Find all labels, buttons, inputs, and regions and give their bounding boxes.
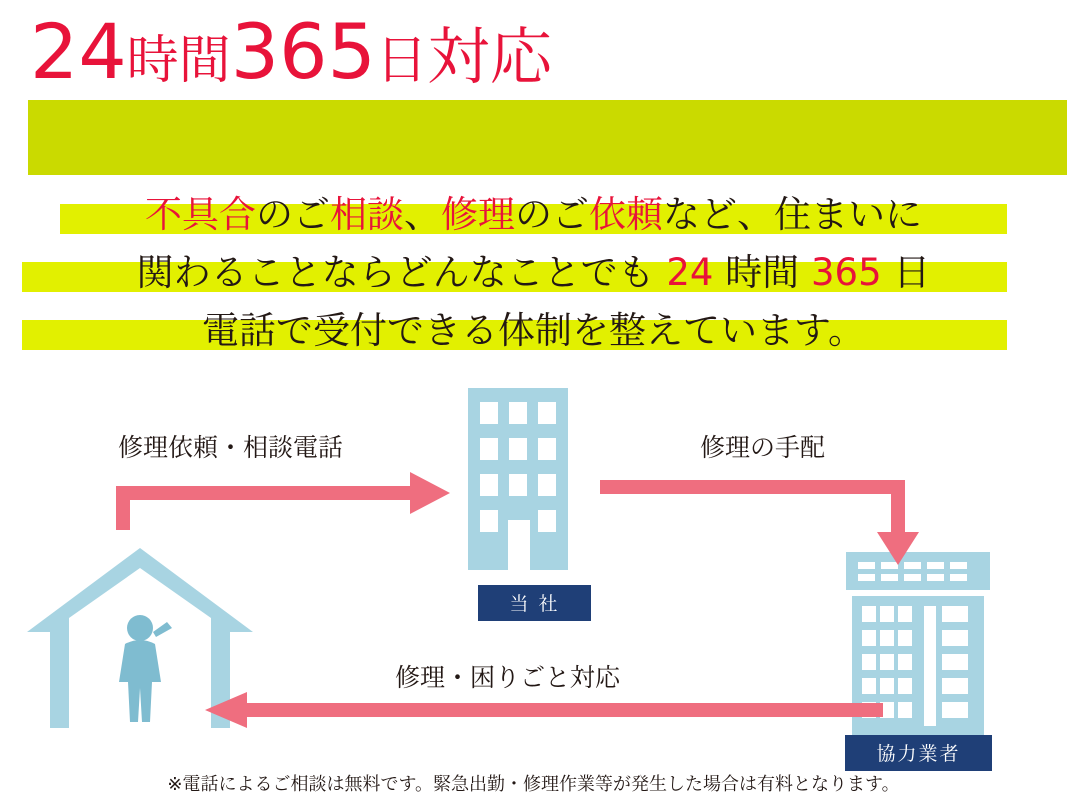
- lead-2-c: 時間: [713, 251, 811, 294]
- footnote: ※電話によるご相談は無料です。緊急出勤・修理作業等が発生した場合は有料となります。: [167, 774, 900, 795]
- lead-line-2: [0, 244, 1067, 302]
- lead-1-b: のご: [256, 193, 330, 236]
- title-jikan: 時間: [126, 31, 231, 91]
- service-flow-diagram: [0, 370, 1067, 800]
- arrow-partner-to-house: [205, 690, 885, 730]
- lead-3: 電話で受付できる体制を整えています。: [201, 309, 866, 352]
- lead-1-e: 修理: [441, 193, 515, 236]
- lead-1-g: 依頼: [589, 193, 663, 236]
- arrow-label-repair-dispatch: 修理の手配: [700, 433, 826, 462]
- title-nichi: 日: [375, 31, 428, 91]
- lead-line-1: [0, 186, 1067, 244]
- title-block: [0, 0, 1067, 178]
- lead-1-d: 、: [404, 193, 441, 236]
- lead-2-a: 関わることならどんなことでも: [136, 251, 667, 294]
- lead-2-e: 日: [881, 251, 931, 294]
- title-number-365: 365: [230, 7, 376, 96]
- page-title: [30, 7, 552, 96]
- lead-1-h: など、住まいに: [663, 193, 922, 236]
- lead-1-a: 不具合: [145, 193, 256, 236]
- tag-company: 当 社: [478, 585, 591, 621]
- arrow-label-repair-response: 修理・困りごと対応: [395, 663, 621, 692]
- lead-2-d: 365: [811, 251, 882, 294]
- lead-1-f: のご: [515, 193, 589, 236]
- lead-1-c: 相談: [330, 193, 404, 236]
- tag-partner: 協力業者: [845, 735, 992, 771]
- green-band: [28, 100, 1067, 175]
- lead-paragraph: [0, 186, 1067, 360]
- title-number-24: 24: [30, 7, 127, 96]
- title-taiou: 対応: [427, 20, 552, 93]
- lead-2-b: 24: [666, 251, 714, 294]
- arrow-request-to-company: [110, 468, 460, 533]
- lead-line-3: [0, 302, 1067, 360]
- arrow-company-to-partner: [600, 460, 940, 570]
- arrow-label-repair-request: 修理依頼・相談電話: [118, 433, 344, 462]
- office-building-icon: [448, 380, 588, 580]
